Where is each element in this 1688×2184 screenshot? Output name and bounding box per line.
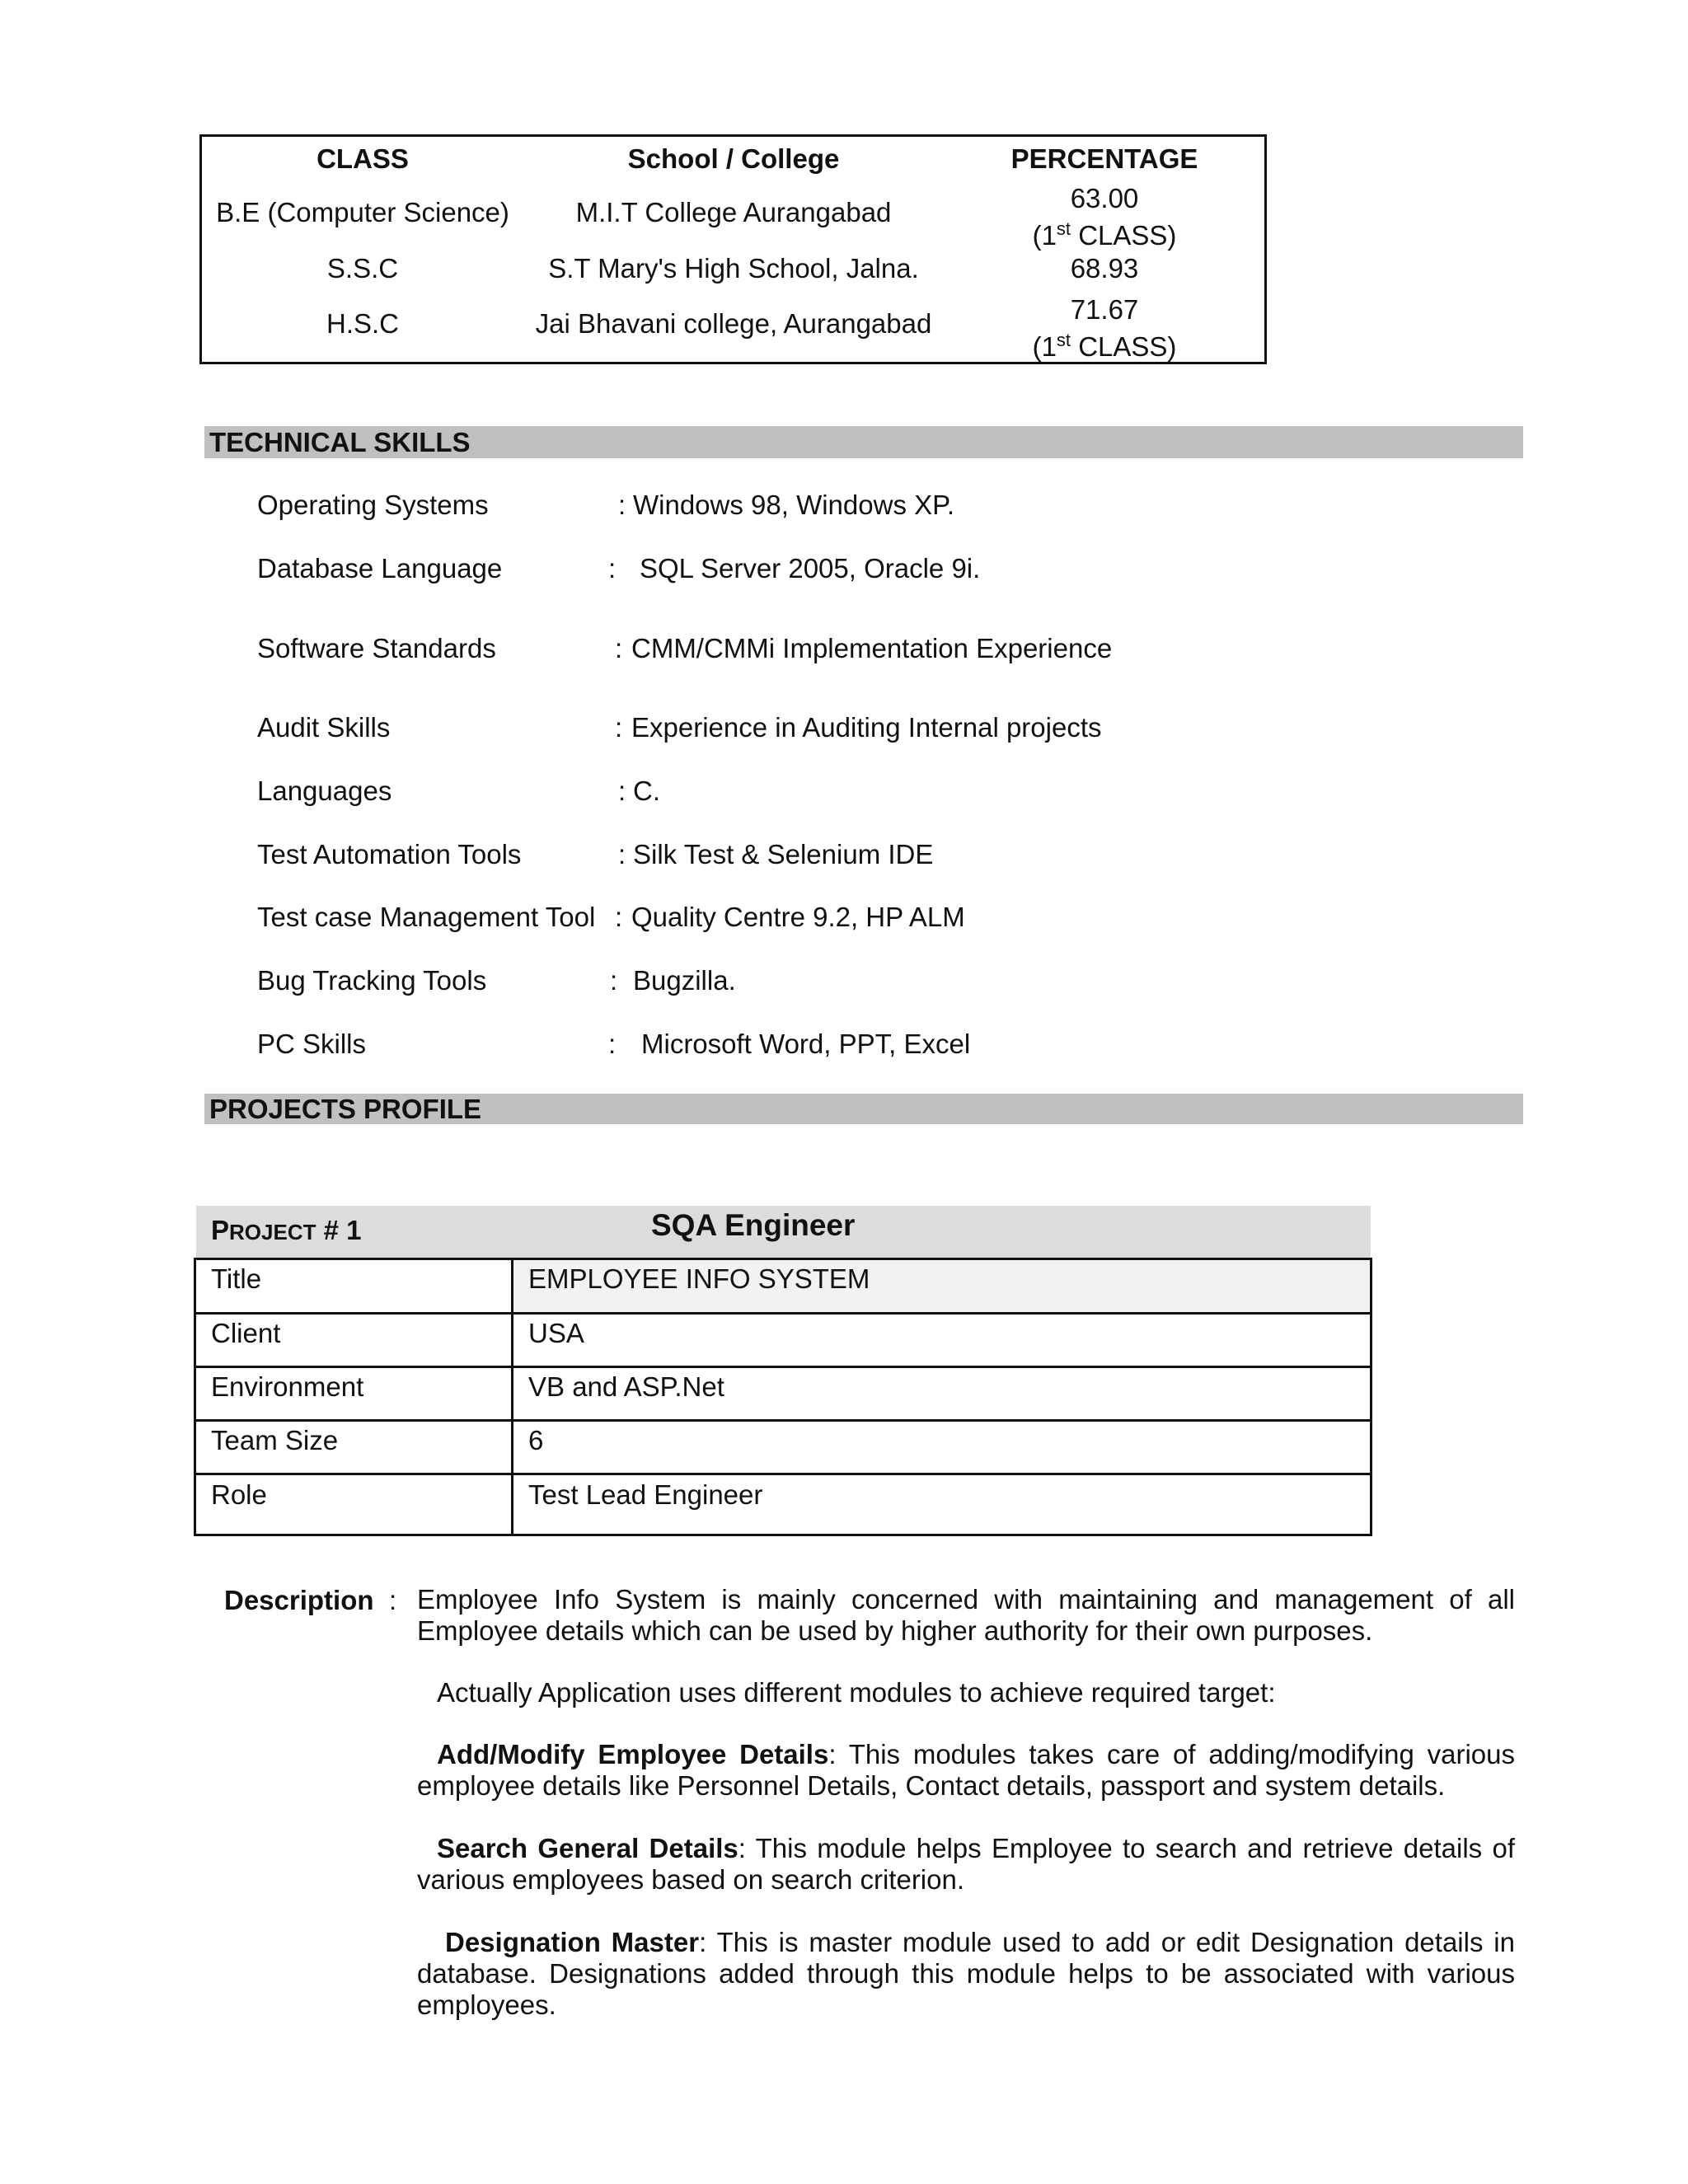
skill-colon: : bbox=[615, 902, 623, 932]
project-field-value: 6 bbox=[528, 1425, 544, 1455]
module-name: Search General Details bbox=[437, 1833, 738, 1863]
project-field-value: EMPLOYEE INFO SYSTEM bbox=[528, 1263, 870, 1294]
project-field-label: Title bbox=[211, 1263, 262, 1294]
technical-skills-heading: TECHNICAL SKILLS bbox=[204, 426, 1523, 458]
row-divider bbox=[196, 1312, 1370, 1315]
project-field-label: Client bbox=[211, 1318, 281, 1348]
skill-colon: : bbox=[608, 553, 617, 583]
skill-value: Windows 98, Windows XP. bbox=[633, 490, 955, 520]
project-field-value: USA bbox=[528, 1318, 584, 1348]
skill-label: Operating Systems bbox=[257, 490, 489, 520]
skill-colon: : bbox=[615, 712, 623, 743]
row-divider bbox=[196, 1419, 1370, 1422]
project-field-value: VB and ASP.Net bbox=[528, 1371, 724, 1402]
skill-value: Experience in Auditing Internal projects bbox=[631, 712, 1102, 743]
education-row-percentage bbox=[944, 183, 1265, 251]
division-sup: st bbox=[1056, 330, 1071, 350]
module-description bbox=[417, 1739, 1515, 1802]
project-details-table bbox=[194, 1258, 1372, 1536]
division-sup: st bbox=[1056, 218, 1071, 239]
description-intro: Employee Info System is mainly concerned with maintaining and management of all Employee details which can be used by higher authority for their own purposes. bbox=[417, 1584, 1515, 1646]
skill-colon: : bbox=[618, 490, 626, 520]
skill-label: PC Skills bbox=[257, 1029, 367, 1059]
skill-label: Test case Management Tool bbox=[257, 902, 596, 932]
percentage-value: 71.67 bbox=[1070, 294, 1139, 325]
skill-colon: : bbox=[610, 965, 618, 996]
project-number-rest: ROJECT bbox=[229, 1220, 316, 1244]
project-number-first: P bbox=[211, 1215, 230, 1245]
project-number bbox=[211, 1210, 362, 1253]
division-prefix: (1 bbox=[1032, 220, 1057, 251]
skill-value: Bugzilla. bbox=[633, 965, 736, 996]
column-divider bbox=[511, 1260, 513, 1534]
row-divider bbox=[196, 1366, 1370, 1368]
education-row-class: S.S.C bbox=[326, 253, 399, 284]
module-name: Designation Master bbox=[445, 1927, 700, 1957]
education-row-percentage bbox=[944, 294, 1265, 362]
skill-value: CMM/CMMi Implementation Experience bbox=[631, 633, 1113, 663]
skill-value: Microsoft Word, PPT, Excel bbox=[641, 1029, 971, 1059]
module-text: : This modules takes care of adding/modifying various employee details like Personnel Details, Contact details, passport and system details. bbox=[417, 1739, 1515, 1801]
education-header-school: School / College bbox=[627, 143, 840, 174]
project-field-label: Environment bbox=[211, 1371, 364, 1402]
education-row-school: M.I.T College Aurangabad bbox=[575, 197, 892, 227]
skill-label: Test Automation Tools bbox=[257, 839, 522, 869]
skill-colon: : bbox=[618, 776, 626, 806]
module-text: : This module helps Employee to search and retrieve details of various employees based on search criterion. bbox=[417, 1833, 1515, 1895]
division-suffix: CLASS) bbox=[1071, 331, 1177, 362]
skill-colon: : bbox=[618, 839, 626, 869]
description-colon: : bbox=[389, 1585, 397, 1615]
skill-value: Quality Centre 9.2, HP ALM bbox=[631, 902, 965, 932]
education-row-school: Jai Bhavani college, Aurangabad bbox=[535, 308, 932, 339]
percentage-value: 63.00 bbox=[1070, 183, 1139, 213]
class-division bbox=[944, 325, 1265, 362]
project-field-label: Role bbox=[211, 1479, 267, 1510]
skill-colon: : bbox=[615, 633, 623, 663]
modules-intro: Actually Application uses different modules to achieve required target: bbox=[437, 1677, 1276, 1708]
skill-label: Audit Skills bbox=[257, 712, 391, 743]
module-description bbox=[417, 1833, 1515, 1896]
project-field-value: Test Lead Engineer bbox=[528, 1479, 763, 1510]
skill-value: C. bbox=[633, 776, 660, 806]
division-prefix: (1 bbox=[1032, 331, 1057, 362]
project-role-title: SQA Engineer bbox=[651, 1208, 856, 1242]
projects-profile-heading: PROJECTS PROFILE bbox=[204, 1094, 1523, 1124]
module-text: : This is master module used to add or edit Designation details in database. Designations added through this module helps to be associated with various employees. bbox=[417, 1927, 1515, 2020]
education-row-class: H.S.C bbox=[326, 308, 399, 339]
module-name: Add/Modify Employee Details bbox=[437, 1739, 829, 1769]
project-number-suffix: # 1 bbox=[316, 1215, 362, 1245]
division-suffix: CLASS) bbox=[1071, 220, 1177, 251]
module-description bbox=[417, 1927, 1515, 2021]
class-division bbox=[944, 213, 1265, 251]
education-table bbox=[199, 134, 1267, 364]
education-row-percentage: 68.93 bbox=[1070, 253, 1139, 284]
skill-colon: : bbox=[608, 1029, 617, 1059]
skill-value: Silk Test & Selenium IDE bbox=[633, 839, 934, 869]
row-divider bbox=[196, 1473, 1370, 1475]
skill-value: SQL Server 2005, Oracle 9i. bbox=[640, 553, 981, 583]
education-row-class: B.E (Computer Science) bbox=[216, 197, 509, 227]
skill-label: Bug Tracking Tools bbox=[257, 965, 487, 996]
skill-label: Software Standards bbox=[257, 633, 496, 663]
project-field-label: Team Size bbox=[211, 1425, 339, 1455]
description-label: Description bbox=[224, 1585, 374, 1615]
education-row-school: S.T Mary's High School, Jalna. bbox=[548, 253, 919, 284]
education-header-percentage: PERCENTAGE bbox=[1010, 143, 1198, 174]
skill-label: Database Language bbox=[257, 553, 503, 583]
skill-label: Languages bbox=[257, 776, 392, 806]
education-header-class: CLASS bbox=[316, 143, 409, 174]
